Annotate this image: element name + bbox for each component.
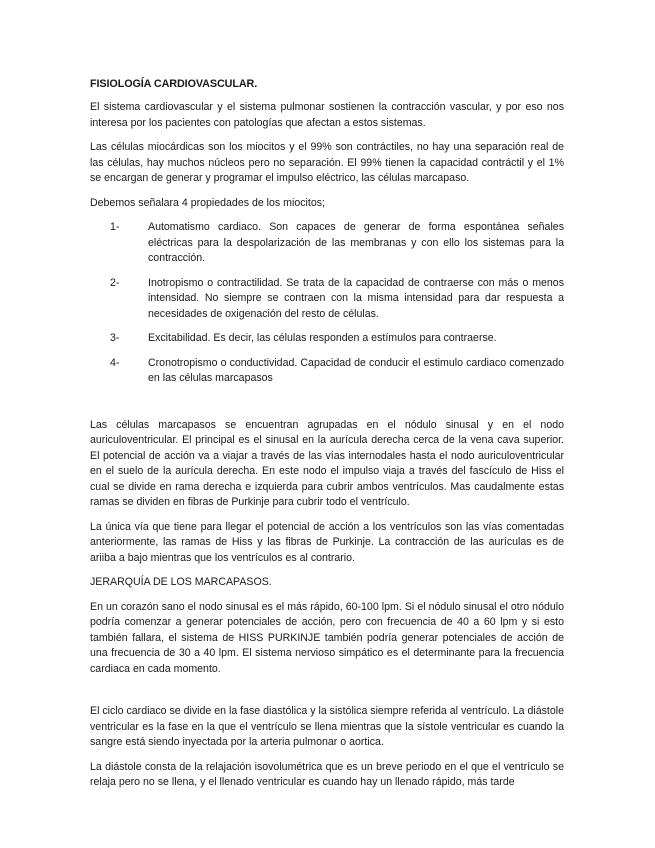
spacer (90, 396, 564, 418)
spacer (90, 686, 564, 704)
paragraph-ciclo-2: La diástole consta de la relajación isovolumétrica que es un breve periodo en el que el ventrículo se relaja pero no se llena, y el llenado ventricular es cuando hay un llenado rápido, más tarde (90, 760, 564, 788)
list-item-number: 4- (110, 356, 120, 369)
paragraph-jerarquia: En un corazón sano el nodo sinusal es el más rápido, 60-100 lpm. Si el nódulo sinusal el otro nódulo podría comenzar a generar potenciales de acción, pero con frecuencia de 40 a 60 lpm y si esto también fallara, el sistema de HISS PURKINJE también podría generar potenciales de acción de una frecuencia de 30 a 40 lpm. El sistema nervioso simpático es el determinante para la frecuencia cardiaca en cada momento. (90, 600, 564, 675)
properties-list (90, 220, 564, 387)
paragraph-marcapasos-2: La única vía que tiene para llegar el potencial de acción a los ventrículos son las vías comentadas anteriormente, las ramas de Hiss y las fibras de Purkinje. La contracción de las aurículas es de ariiba a bajo mientras que los ventrículos es al contrario. (90, 520, 564, 564)
document-body (90, 77, 564, 800)
section-subheading: JERARQUÍA DE LOS MARCAPASOS. (90, 576, 272, 588)
list-item-text: Excitabilidad. Es decir, las células responden a estímulos para contraerse. (148, 332, 497, 344)
list-item-number: 2- (110, 276, 120, 289)
list-item-text: Inotropismo o contractilidad. Se trata de la capacidad de contraerse con más o menos intensidad. No siempre se contraen con la misma intensidad para dar respuesta a necesidades de oxigenación del resto de células. (148, 276, 564, 320)
paragraph-intro-3: Debemos señalara 4 propiedades de los miocitos; (90, 196, 325, 209)
list-item-number: 1- (110, 221, 120, 233)
list-item (110, 276, 564, 323)
list-item-number: 3- (110, 332, 120, 344)
list-item (110, 331, 564, 347)
page-title: FISIOLOGÍA CARDIOVASCULAR. (90, 78, 258, 90)
paragraph-intro-2: Las células miocárdicas son los miocitos y el 99% son contráctiles, no hay una separación real de las células, hay muchos núcleos pero no separación. El 99% tienen la capacidad contráctil y el 1% se encargan de generar y programar el impulso eléctrico, las células marcapaso. (90, 141, 564, 184)
list-item-text: Automatismo cardiaco. Son capaces de generar de forma espontánea señales eléctricas para la despolarización de las membranas y con ello los sistemas para la contracción. (148, 221, 564, 264)
paragraph-intro-1: El sistema cardiovascular y el sistema pulmonar sostienen la contracción vascular, y por eso nos interesa por los pacientes con patologías que afectan a estos sistemas. (90, 101, 564, 129)
list-item (110, 220, 564, 267)
paragraph-marcapasos-1: Las células marcapasos se encuentran agrupadas en el nódulo sinusal y en el nodo auriculoventricular. El principal es el sinusal en la aurícula derecha cerca de la vena cava superior. El potencial de acción va a viajar a través de las vías internodales hasta el nodo auriculoventricular en el suelo de la aurícula derecha. En este nodo el impulso viaja a través del fascículo de Hiss el cual se divide en rama derecha e izquierda para cubrir ambos ventrículos. Mas caudalmente estas ramas se dividen en fibras de Purkinje para cubrir todo el ventrículo. (90, 418, 564, 508)
paragraph-ciclo-1: El ciclo cardiaco se divide en la fase diastólica y la sistólica siempre referida al ventrículo. La diástole ventricular es la fase en la que el ventrículo se llena mientras que la sístole ventricular es cuando la sangre está siendo inyectada por la arteria pulmonar o aortica. (90, 705, 565, 748)
list-item (110, 356, 564, 387)
list-item-text: Cronotropismo o conductividad. Capacidad de conducir el estimulo cardiaco comenzado en las células marcapasos (148, 356, 564, 384)
